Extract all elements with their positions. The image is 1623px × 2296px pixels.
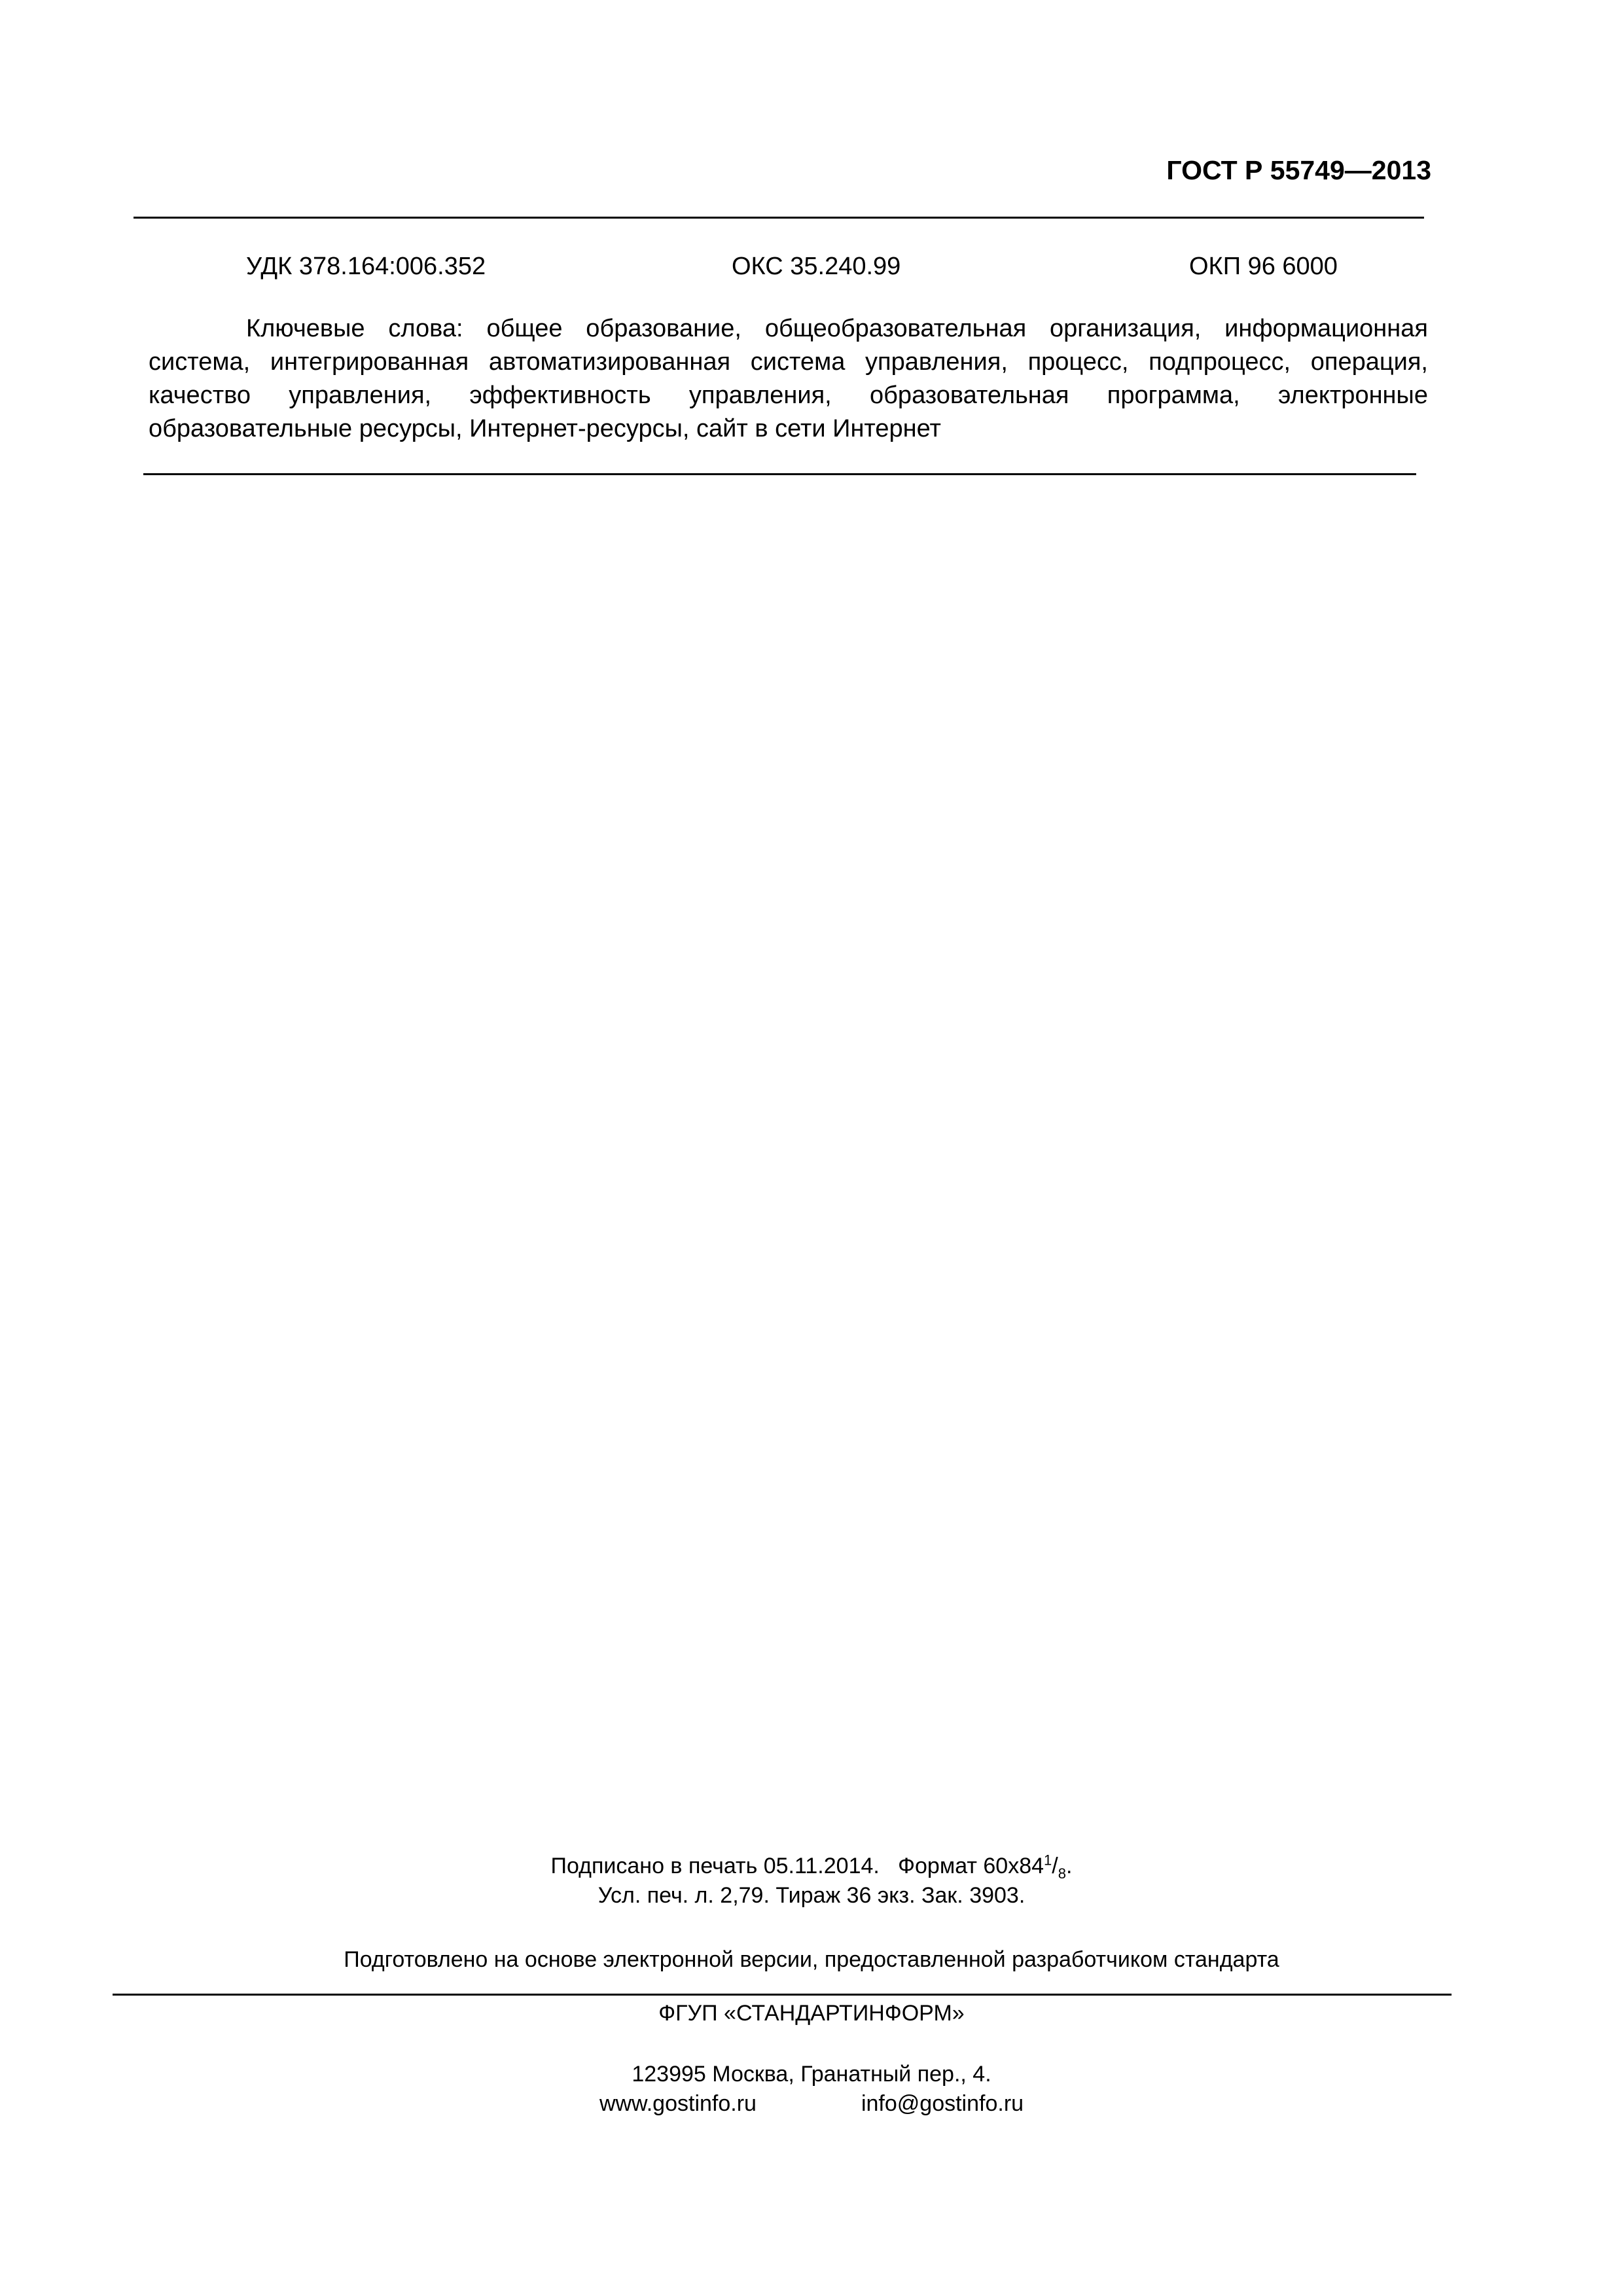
publisher-contacts <box>0 2089 1623 2118</box>
website-link[interactable]: www.gostinfo.ru <box>599 2091 757 2116</box>
keywords-text: общее образование, общеобразовательная организация, информационная система, интегрированная автоматизированная система управления, процесс, подпроцесс, операция, качество управления, эффективность управления, образовательная программа, электронные образовательные ресурсы, Интернет-ресурсы, сайт в сети Интернет <box>149 315 1428 442</box>
publisher-address: 123995 Москва, Гранатный пер., 4. <box>632 2062 991 2087</box>
document-code: ГОСТ Р 55749—2013 <box>1166 155 1431 185</box>
format-denominator: 8 <box>1058 1865 1066 1882</box>
prepared-note: Подготовлено на основе электронной версии, предоставленной разработчиком стандарта <box>344 1947 1279 1972</box>
paper-format: Формат 60x84 <box>898 1854 1044 1878</box>
top-divider <box>134 217 1424 219</box>
print-info-line: Усл. печ. л. 2,79. Тираж 36 экз. Зак. 3903. <box>597 1883 1026 1908</box>
format-period: . <box>1065 1854 1073 1878</box>
email-link[interactable]: info@gostinfo.ru <box>861 2091 1024 2116</box>
classifier-codes <box>0 250 1623 283</box>
signed-date: Подписано в печать 05.11.2014. <box>550 1854 880 1878</box>
publisher-name: ФГУП «СТАНДАРТИНФОРМ» <box>658 2001 965 2026</box>
udc-code: УДК 378.164:006.352 <box>246 253 486 280</box>
oks-code: ОКС 35.240.99 <box>732 253 901 280</box>
print-signed-line: Подписано в печать 05.11.2014. Формат $60x84^1/_8$. <box>550 1852 1073 1882</box>
okp-code: ОКП 96 6000 <box>1189 253 1338 280</box>
keywords-label: Ключевые слова: <box>246 315 463 342</box>
keywords-paragraph <box>149 312 1428 446</box>
format-numerator: 1 <box>1044 1852 1052 1869</box>
keywords-divider <box>143 473 1416 475</box>
footer-divider <box>113 1994 1452 1996</box>
